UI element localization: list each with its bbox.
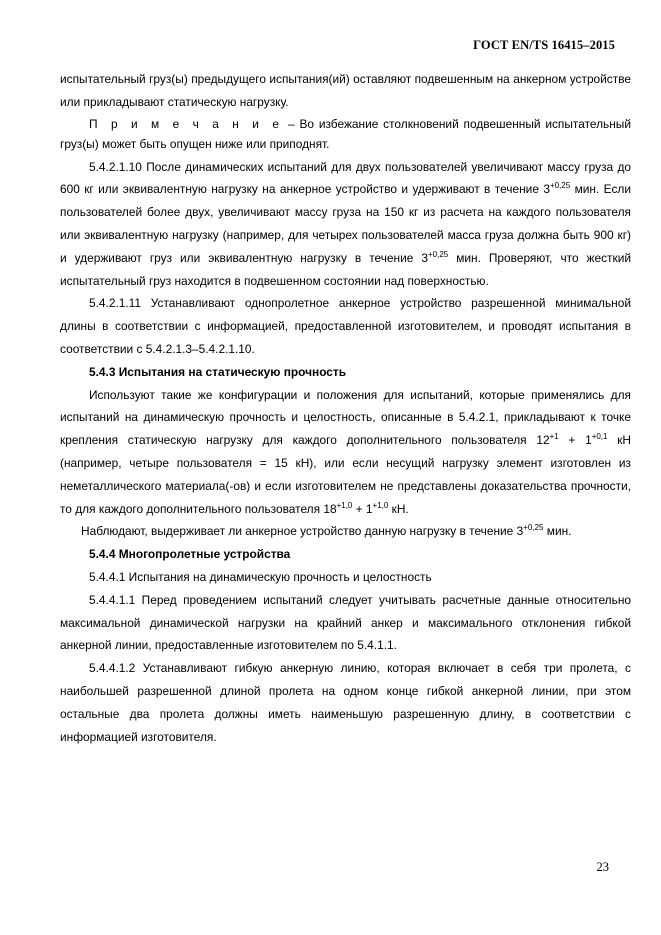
superscript-tolerance: +0,25 — [549, 181, 571, 191]
text-run: мин. Проверяют, что жесткий испытательный груз находится в подвешенном состоянии над поверхностью. — [60, 250, 631, 288]
paragraph-5-4-4-1-1: 5.4.4.1.1 Перед проведением испытаний следует учитывать расчетные данные относительно максимальной динамической нагрузки на крайний анкер и максимального отклонения гибкой анкерной линии, предоставленные изготовителем по 5.4.1.1. — [60, 592, 631, 653]
text-run: кН (например, четыре пользователя = 15 кН), или если несущий нагрузку элемент изготовлен из неметаллического материала(-ов) и если изготовителем не представлены доказательства прочности, то для каждого дополнительного пользователя 18 — [60, 433, 631, 516]
superscript-tolerance: +1 — [549, 432, 559, 442]
paragraph-static-test — [60, 384, 631, 521]
note-label: П р и м е ч а н и е — [89, 116, 284, 131]
superscript-tolerance: +1,0 — [336, 500, 353, 510]
page-number: 23 — [596, 860, 609, 874]
paragraph-continuation: испытательный груз(ы) предыдущего испытания(ий) оставляют подвешенным на анкерном устройстве или прикладывают статическую нагрузку. — [60, 72, 631, 109]
section-heading-5-4-3: 5.4.3 Испытания на статическую прочность — [89, 364, 347, 379]
body-text — [60, 68, 631, 748]
text-run: 5.4.2.1.10 После динамических испытаний для двух пользователей увеличивают массу груза до 600 кг или эквивалентную нагрузку на анкерное устройство и удерживают в течение 3 — [60, 159, 631, 197]
note-paragraph — [60, 114, 631, 156]
text-run: + 1 — [558, 433, 592, 448]
paragraph-5-4-2-1-10 — [60, 156, 631, 293]
text-run: Используют такие же конфигурации и положения для испытаний, которые применялись для испытаний на динамическую прочность и целостность, описанные в 5.4.2.1, прикладывают к точке крепления статическую нагрузку для каждого дополнительного пользователя 12 — [60, 387, 631, 448]
text-run: + 1 — [352, 501, 373, 516]
standard-header: ГОСТ EN/TS 16415–2015 — [473, 38, 615, 52]
superscript-tolerance: +1,0 — [372, 500, 389, 510]
paragraph-5-4-2-1-11: 5.4.2.1.11 Устанавливают однопролетное анкерное устройство разрешенной минимальной длины в соответствии с информацией, предоставленной изготовителем, и проводят испытания в соответствии с 5.4.2.1.3–5.4.2.1.10. — [60, 296, 631, 356]
superscript-tolerance: +0,25 — [523, 523, 544, 533]
subsection-heading-5-4-4-1: 5.4.4.1 Испытания на динамическую прочность и целостность — [89, 569, 432, 584]
paragraph-5-4-4-1-2: 5.4.4.1.2 Устанавливают гибкую анкерную линию, которая включает в себя три пролета, с наибольшей разрешенной длиной пролета на одном конце гибкой анкерной линии, при этом остальные два пролета должны иметь наименьшую разрешенную длину, в соответствии с информацией изготовителя. — [60, 661, 631, 744]
text-run: мин. Если пользователей более двух, увеличивают массу груза на 150 кг из расчета на каждого пользователя или эквивалентную нагрузку (например, для четырех пользователей масса груза должна быть 900 кг) и удерживают груз или эквивалентную нагрузку в течение 3 — [60, 182, 631, 265]
superscript-tolerance: +0,25 — [427, 249, 449, 259]
paragraph-observe — [60, 520, 631, 543]
text-run: Наблюдают, выдерживает ли анкерное устройство данную нагрузку в течение 3 — [81, 524, 524, 539]
text-run: мин. — [543, 524, 572, 539]
section-heading-5-4-4: 5.4.4 Многопролетные устройства — [89, 547, 291, 562]
note-text: – Во избежание столкновений подвешенный испытательный груз(ы) может быть опущен ниже или приподнят. — [60, 116, 631, 151]
superscript-tolerance: +0,1 — [591, 432, 608, 442]
text-run: кН. — [388, 501, 409, 516]
